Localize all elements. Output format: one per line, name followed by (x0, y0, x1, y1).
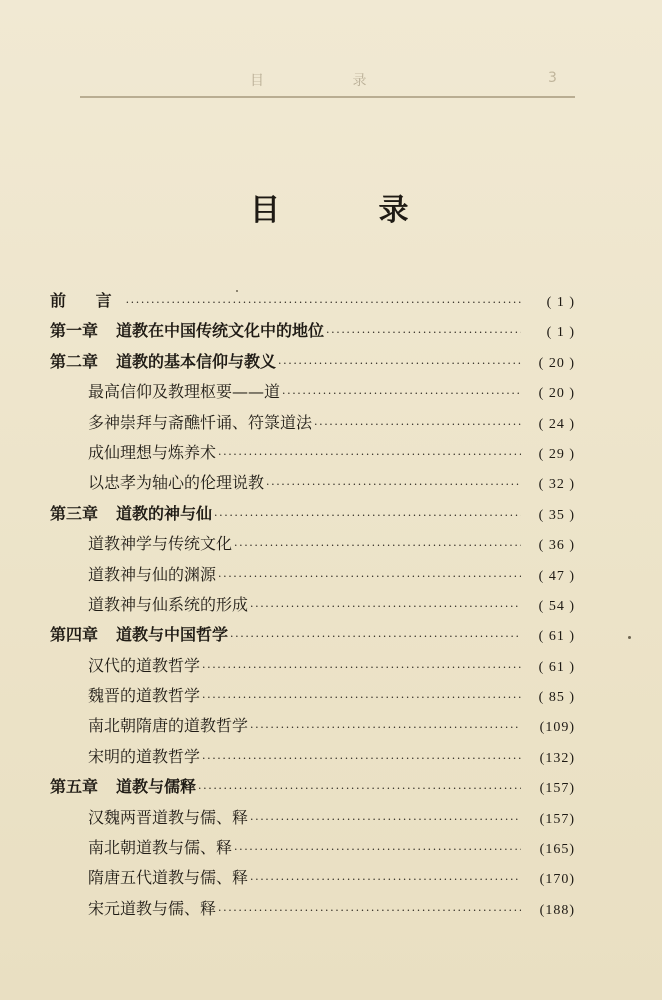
dot-leader (282, 379, 521, 409)
page-reference: ( 32 ) (538, 477, 575, 493)
paper-speck (628, 636, 631, 639)
toc-entry (50, 408, 575, 438)
chapter-title: 道教在中国传统文化中的地位 (116, 321, 325, 341)
page-reference: ( 1 ) (546, 295, 575, 310)
page-title: 目 录 (250, 193, 453, 228)
header-rule (80, 96, 575, 98)
page-reference: ( 1 ) (546, 325, 575, 341)
section-title: 成仙理想与炼养术 (88, 442, 217, 462)
page-reference: ( 36 ) (538, 538, 575, 554)
chapter-number: 第四章 (50, 625, 99, 645)
chapter-number: 第二章 (50, 351, 99, 371)
page-reference: (188) (539, 902, 575, 918)
section-title: 汉代的道教哲学 (88, 655, 201, 675)
dot-leader (250, 592, 521, 622)
section-title: 南北朝道教与儒、释 (88, 838, 233, 858)
page-reference: ( 61 ) (538, 629, 575, 645)
page-reference: ( 20 ) (538, 355, 575, 371)
page-reference: (170) (539, 872, 575, 888)
page-reference: ( 54 ) (538, 598, 575, 614)
toc-entry (50, 316, 575, 346)
toc-entry (50, 377, 575, 407)
section-title: 多神崇拜与斋醮忏诵、符箓道法 (88, 412, 313, 432)
section-title: 隋唐五代道教与儒、释 (88, 868, 249, 888)
paper-speck (236, 290, 238, 292)
toc-entry (50, 772, 575, 802)
chapter-title: 道教与中国哲学 (116, 625, 229, 645)
dot-leader (218, 562, 521, 592)
dot-leader (218, 440, 521, 470)
dot-leader (250, 713, 521, 743)
toc-entry (50, 499, 575, 529)
dot-leader (266, 470, 521, 500)
toc-entry (50, 590, 575, 620)
section-title: 道教神与仙的渊源 (88, 564, 217, 584)
dot-leader (250, 865, 521, 895)
dot-leader (326, 318, 521, 348)
section-title: 宋元道教与儒、释 (88, 898, 217, 918)
toc-entry (50, 529, 575, 559)
dot-leader (314, 410, 521, 440)
page-reference: (165) (539, 842, 575, 858)
toc-entry (50, 560, 575, 590)
toc-entry (50, 681, 575, 711)
chapter-number: 第一章 (50, 321, 99, 341)
toc-entry (50, 742, 575, 772)
section-title: 南北朝隋唐的道教哲学 (88, 716, 249, 736)
page-reference: ( 20 ) (538, 386, 575, 402)
toc-entry (50, 863, 575, 893)
preface-title: 前 言 (50, 291, 124, 310)
page-reference: (109) (539, 720, 575, 736)
section-title: 魏晋的道教哲学 (88, 686, 201, 706)
dot-leader (234, 835, 521, 865)
dot-leader (218, 896, 521, 926)
chapter-title: 道教的神与仙 (116, 503, 213, 523)
dot-leader (250, 805, 521, 835)
toc-entry (50, 468, 575, 498)
page-reference: ( 35 ) (538, 507, 575, 523)
dot-leader (126, 288, 521, 318)
dot-leader (198, 774, 521, 804)
toc-entry (50, 620, 575, 650)
table-of-contents (50, 286, 575, 924)
chapter-title: 道教的基本信仰与教义 (116, 351, 277, 371)
section-title: 宋明的道教哲学 (88, 746, 201, 766)
section-title: 道教神学与传统文化 (88, 534, 233, 554)
running-head: 目 录 (250, 73, 409, 89)
toc-entry (50, 894, 575, 924)
section-title: 道教神与仙系统的形成 (88, 594, 249, 614)
page-number: 3 (548, 70, 557, 86)
page-reference: (157) (539, 781, 575, 797)
chapter-number: 第五章 (50, 777, 99, 797)
dot-leader (230, 622, 521, 652)
section-title: 汉魏两晋道教与儒、释 (88, 807, 249, 827)
page-reference: (132) (539, 750, 575, 766)
toc-entry (50, 286, 575, 316)
section-title: 以忠孝为轴心的伦理说教 (88, 473, 265, 493)
page-reference: ( 85 ) (538, 690, 575, 706)
dot-leader (202, 683, 521, 713)
toc-entry (50, 833, 575, 863)
toc-entry (50, 803, 575, 833)
toc-entry (50, 651, 575, 681)
page-reference: (157) (539, 811, 575, 827)
section-title: 最高信仰及教理枢要——道 (88, 382, 281, 402)
page-reference: ( 24 ) (538, 416, 575, 432)
toc-entry (50, 711, 575, 741)
toc-entry (50, 347, 575, 377)
dot-leader (214, 501, 521, 531)
page-reference: ( 29 ) (538, 446, 575, 462)
page-reference: ( 47 ) (538, 568, 575, 584)
dot-leader (278, 349, 521, 379)
dot-leader (202, 653, 521, 683)
chapter-number: 第三章 (50, 503, 99, 523)
page-reference: ( 61 ) (538, 659, 575, 675)
dot-leader (234, 531, 521, 561)
chapter-title: 道教与儒释 (116, 777, 197, 797)
toc-entry (50, 438, 575, 468)
dot-leader (202, 744, 521, 774)
